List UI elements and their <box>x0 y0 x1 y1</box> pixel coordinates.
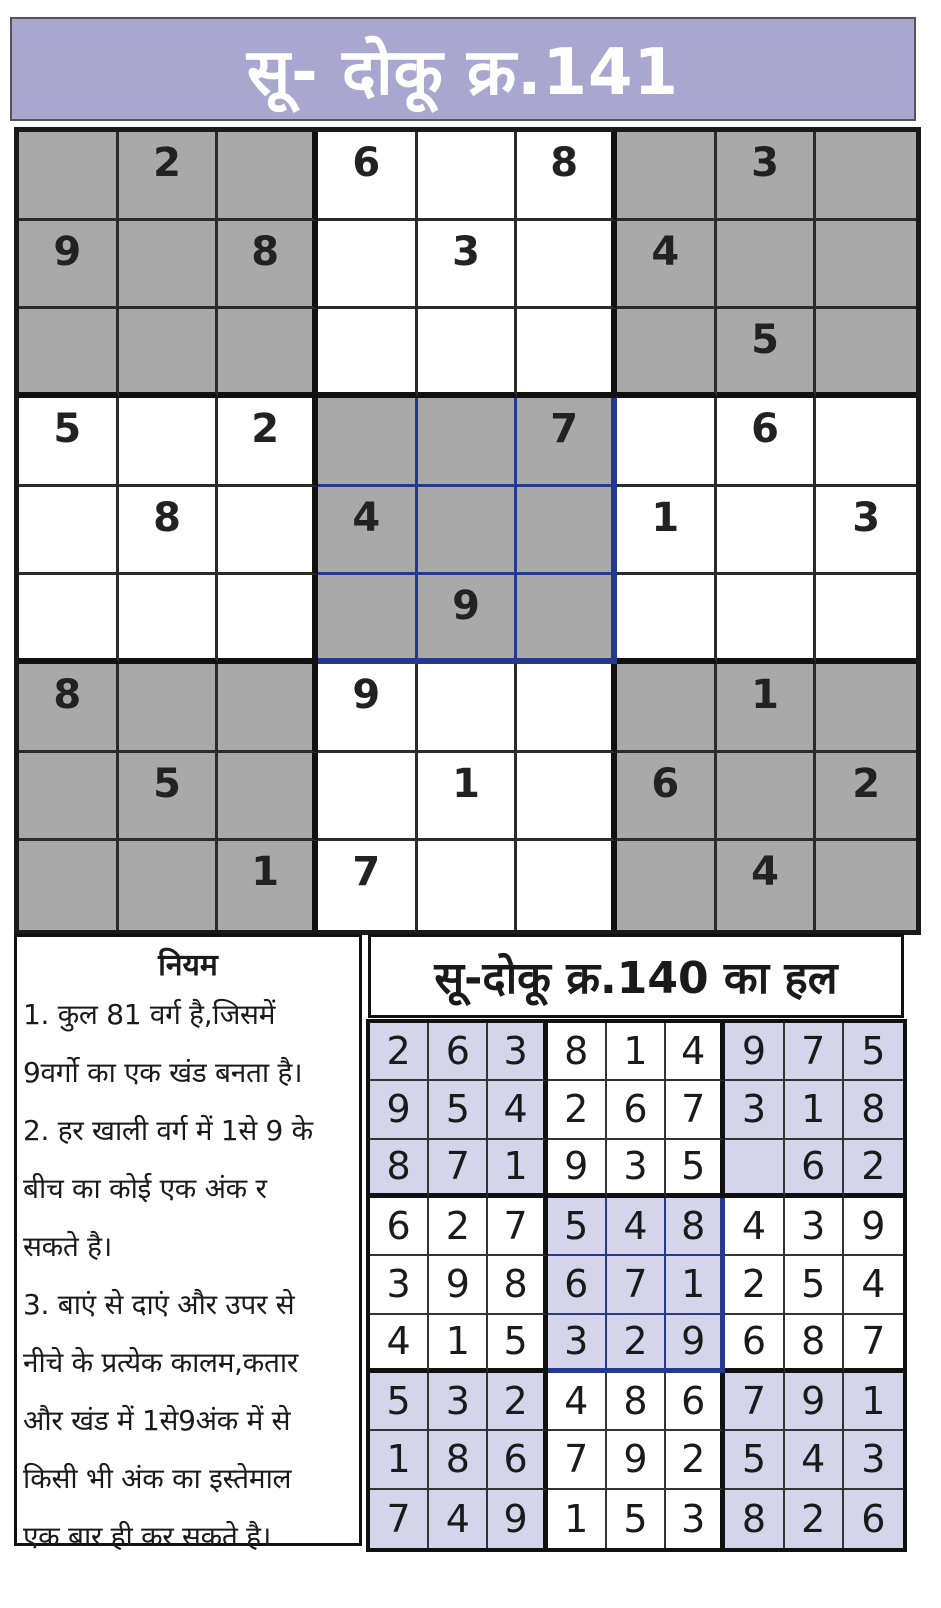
solution-cell: 5 <box>785 1256 844 1314</box>
solution-cell: 1 <box>607 1023 666 1081</box>
puzzle-cell[interactable] <box>617 309 717 398</box>
solution-cell: 6 <box>666 1373 725 1431</box>
solution-cell: 4 <box>607 1198 666 1256</box>
puzzle-cell[interactable] <box>218 664 318 753</box>
puzzle-cell[interactable]: 4 <box>318 487 418 576</box>
puzzle-cell[interactable] <box>617 132 717 221</box>
solution-cell: 2 <box>548 1081 607 1139</box>
puzzle-cell[interactable]: 9 <box>418 575 518 664</box>
puzzle-cell[interactable]: 9 <box>19 221 119 310</box>
solution-cell: 2 <box>607 1315 666 1373</box>
page-title: सू- दोकू क्र.141 <box>246 35 680 110</box>
puzzle-cell[interactable]: 1 <box>717 664 817 753</box>
solution-cell: 2 <box>429 1198 488 1256</box>
puzzle-cell[interactable] <box>19 753 119 842</box>
solution-cell: 9 <box>548 1140 607 1198</box>
solution-cell: 7 <box>370 1490 429 1548</box>
puzzle-cell[interactable] <box>717 487 817 576</box>
puzzle-cell[interactable] <box>816 398 916 487</box>
puzzle-cell[interactable] <box>816 309 916 398</box>
puzzle-cell[interactable]: 5 <box>19 398 119 487</box>
puzzle-cell[interactable] <box>318 575 418 664</box>
solution-cell: 3 <box>785 1198 844 1256</box>
puzzle-cell[interactable] <box>119 221 219 310</box>
solution-cell: 7 <box>725 1373 784 1431</box>
puzzle-cell[interactable] <box>816 575 916 664</box>
sudoku-puzzle-grid <box>14 127 921 935</box>
solution-cell: 8 <box>725 1490 784 1548</box>
solution-cell: 5 <box>488 1315 547 1373</box>
puzzle-cell[interactable] <box>418 398 518 487</box>
solution-cell: 4 <box>785 1431 844 1489</box>
puzzle-cell[interactable] <box>218 753 318 842</box>
rules-line: 9वर्गो का एक खंड बनता है। <box>23 1056 303 1089</box>
puzzle-cell[interactable] <box>517 664 617 753</box>
puzzle-cell[interactable]: 6 <box>617 753 717 842</box>
puzzle-cell[interactable] <box>19 575 119 664</box>
puzzle-cell[interactable] <box>816 841 916 930</box>
solution-cell: 4 <box>844 1256 903 1314</box>
puzzle-cell[interactable] <box>418 664 518 753</box>
solution-cell: 7 <box>607 1256 666 1314</box>
puzzle-cell[interactable] <box>517 753 617 842</box>
rules-line: और खंड में 1से9अंक में से <box>23 1404 291 1437</box>
solution-cell: 1 <box>844 1373 903 1431</box>
solution-cell: 3 <box>548 1315 607 1373</box>
puzzle-cell[interactable]: 8 <box>19 664 119 753</box>
puzzle-cell[interactable] <box>816 664 916 753</box>
puzzle-cell[interactable] <box>19 309 119 398</box>
solution-cell: 7 <box>785 1023 844 1081</box>
puzzle-cell[interactable] <box>418 487 518 576</box>
solution-cell: 6 <box>429 1023 488 1081</box>
solution-title: सू-दोकू क्र.140 का हल <box>434 953 838 1004</box>
rules-line: किसी भी अंक का इस्तेमाल <box>23 1462 292 1495</box>
solution-cell: 2 <box>370 1023 429 1081</box>
solution-cell: 9 <box>429 1256 488 1314</box>
puzzle-cell[interactable] <box>717 753 817 842</box>
solution-cell: 1 <box>666 1256 725 1314</box>
puzzle-cell[interactable]: 5 <box>717 309 817 398</box>
puzzle-cell[interactable] <box>318 398 418 487</box>
solution-cell: 4 <box>725 1198 784 1256</box>
solution-cell: 1 <box>548 1490 607 1548</box>
puzzle-cell[interactable] <box>816 221 916 310</box>
puzzle-cell[interactable]: 3 <box>717 132 817 221</box>
puzzle-cell[interactable] <box>617 575 717 664</box>
puzzle-cell[interactable]: 1 <box>418 753 518 842</box>
rules-line: 2. हर खाली वर्ग में 1से 9 के <box>23 1114 313 1147</box>
solution-cell: 6 <box>844 1490 903 1548</box>
solution-cell: 6 <box>785 1140 844 1198</box>
solution-cell: 5 <box>607 1490 666 1548</box>
puzzle-cell[interactable] <box>617 664 717 753</box>
solution-cell: 4 <box>666 1023 725 1081</box>
solution-cell: 8 <box>488 1256 547 1314</box>
puzzle-cell[interactable]: 8 <box>218 221 318 310</box>
puzzle-cell[interactable] <box>816 132 916 221</box>
puzzle-cell[interactable]: 2 <box>218 398 318 487</box>
solution-cell: 2 <box>785 1490 844 1548</box>
solution-cell: 2 <box>666 1431 725 1489</box>
rules-line: नीचे के प्रत्येक कालम,कतार <box>23 1346 299 1379</box>
puzzle-cell[interactable]: 3 <box>816 487 916 576</box>
solution-cell: 6 <box>725 1315 784 1373</box>
puzzle-cell[interactable]: 2 <box>816 753 916 842</box>
puzzle-cell[interactable]: 2 <box>119 132 219 221</box>
puzzle-cell[interactable] <box>517 309 617 398</box>
solution-cell: 1 <box>488 1140 547 1198</box>
puzzle-cell[interactable] <box>119 664 219 753</box>
puzzle-cell[interactable] <box>119 841 219 930</box>
solution-cell: 3 <box>725 1081 784 1139</box>
solution-cell <box>725 1140 784 1198</box>
solution-cell: 9 <box>844 1198 903 1256</box>
puzzle-cell[interactable] <box>517 221 617 310</box>
puzzle-cell[interactable] <box>418 309 518 398</box>
puzzle-cell[interactable] <box>418 841 518 930</box>
puzzle-cell[interactable] <box>218 132 318 221</box>
solution-cell: 5 <box>429 1081 488 1139</box>
solution-cell: 5 <box>666 1140 725 1198</box>
solution-cell: 8 <box>785 1315 844 1373</box>
puzzle-cell[interactable] <box>119 309 219 398</box>
solution-cell: 6 <box>370 1198 429 1256</box>
solution-cell: 8 <box>666 1198 725 1256</box>
rules-line: बीच का कोई एक अंक र <box>23 1172 267 1205</box>
solution-cell: 3 <box>844 1431 903 1489</box>
rules-panel <box>14 934 362 1553</box>
puzzle-cell[interactable] <box>717 575 817 664</box>
solution-cell: 8 <box>429 1431 488 1489</box>
puzzle-cell[interactable]: 5 <box>119 753 219 842</box>
solution-cell: 7 <box>666 1081 725 1139</box>
puzzle-cell[interactable]: 7 <box>318 841 418 930</box>
puzzle-cell[interactable]: 1 <box>218 841 318 930</box>
solution-cell: 9 <box>785 1373 844 1431</box>
solution-cell: 5 <box>548 1198 607 1256</box>
solution-cell: 5 <box>844 1023 903 1081</box>
puzzle-cell[interactable]: 6 <box>717 398 817 487</box>
solution-cell: 4 <box>548 1373 607 1431</box>
solution-cell: 2 <box>488 1373 547 1431</box>
puzzle-cell[interactable] <box>617 841 717 930</box>
rules-line: 1. कुल 81 वर्ग है,जिसमें <box>23 998 276 1031</box>
puzzle-cell[interactable] <box>119 575 219 664</box>
rules-line: 3. बाएं से दाएं और उपर से <box>23 1288 295 1321</box>
puzzle-cell[interactable] <box>318 221 418 310</box>
puzzle-cell[interactable] <box>517 487 617 576</box>
puzzle-cell[interactable] <box>318 309 418 398</box>
solution-cell: 1 <box>370 1431 429 1489</box>
puzzle-cell[interactable]: 7 <box>517 398 617 487</box>
puzzle-cell[interactable] <box>119 398 219 487</box>
puzzle-cell[interactable]: 8 <box>119 487 219 576</box>
solution-cell: 1 <box>429 1315 488 1373</box>
solution-cell: 9 <box>488 1490 547 1548</box>
solution-cell: 7 <box>548 1431 607 1489</box>
solution-cell: 6 <box>488 1431 547 1489</box>
puzzle-cell[interactable]: 6 <box>318 132 418 221</box>
solution-cell: 8 <box>607 1373 666 1431</box>
puzzle-cell[interactable] <box>318 753 418 842</box>
solution-header <box>368 934 904 1018</box>
puzzle-cell[interactable] <box>517 575 617 664</box>
title-banner <box>10 17 916 121</box>
rules-heading: नियम <box>158 948 218 983</box>
solution-cell: 4 <box>370 1315 429 1373</box>
puzzle-cell[interactable]: 4 <box>717 841 817 930</box>
rules-line: एक बार ही कर सकते है। <box>23 1520 272 1553</box>
solution-cell: 4 <box>429 1490 488 1548</box>
solution-cell: 3 <box>429 1373 488 1431</box>
solution-cell: 3 <box>607 1140 666 1198</box>
solution-cell: 6 <box>548 1256 607 1314</box>
solution-cell: 7 <box>844 1315 903 1373</box>
puzzle-cell[interactable] <box>218 309 318 398</box>
solution-cell: 5 <box>725 1431 784 1489</box>
solution-cell: 9 <box>370 1081 429 1139</box>
puzzle-cell[interactable] <box>717 221 817 310</box>
solution-cell: 7 <box>488 1198 547 1256</box>
solution-cell: 2 <box>725 1256 784 1314</box>
puzzle-cell[interactable] <box>218 575 318 664</box>
puzzle-cell[interactable]: 8 <box>517 132 617 221</box>
solution-cell: 4 <box>488 1081 547 1139</box>
puzzle-cell[interactable]: 1 <box>617 487 717 576</box>
solution-cell: 8 <box>844 1081 903 1139</box>
puzzle-cell[interactable] <box>19 487 119 576</box>
puzzle-cell[interactable] <box>418 132 518 221</box>
puzzle-cell[interactable] <box>19 132 119 221</box>
solution-cell: 8 <box>548 1023 607 1081</box>
puzzle-cell[interactable] <box>617 398 717 487</box>
solution-cell: 1 <box>785 1081 844 1139</box>
solution-cell: 6 <box>607 1081 666 1139</box>
puzzle-cell[interactable]: 9 <box>318 664 418 753</box>
solution-cell: 8 <box>370 1140 429 1198</box>
solution-cell: 9 <box>725 1023 784 1081</box>
solution-cell: 3 <box>370 1256 429 1314</box>
puzzle-cell[interactable]: 3 <box>418 221 518 310</box>
solution-cell: 3 <box>666 1490 725 1548</box>
solution-cell: 2 <box>844 1140 903 1198</box>
solution-cell: 5 <box>370 1373 429 1431</box>
puzzle-cell[interactable] <box>517 841 617 930</box>
solution-cell: 9 <box>607 1431 666 1489</box>
puzzle-cell[interactable] <box>19 841 119 930</box>
puzzle-cell[interactable]: 4 <box>617 221 717 310</box>
solution-cell: 7 <box>429 1140 488 1198</box>
puzzle-cell[interactable] <box>218 487 318 576</box>
solution-cell: 9 <box>666 1315 725 1373</box>
sudoku-solution-grid <box>366 1019 907 1552</box>
solution-cell: 3 <box>488 1023 547 1081</box>
rules-line: सकते है। <box>23 1230 112 1263</box>
